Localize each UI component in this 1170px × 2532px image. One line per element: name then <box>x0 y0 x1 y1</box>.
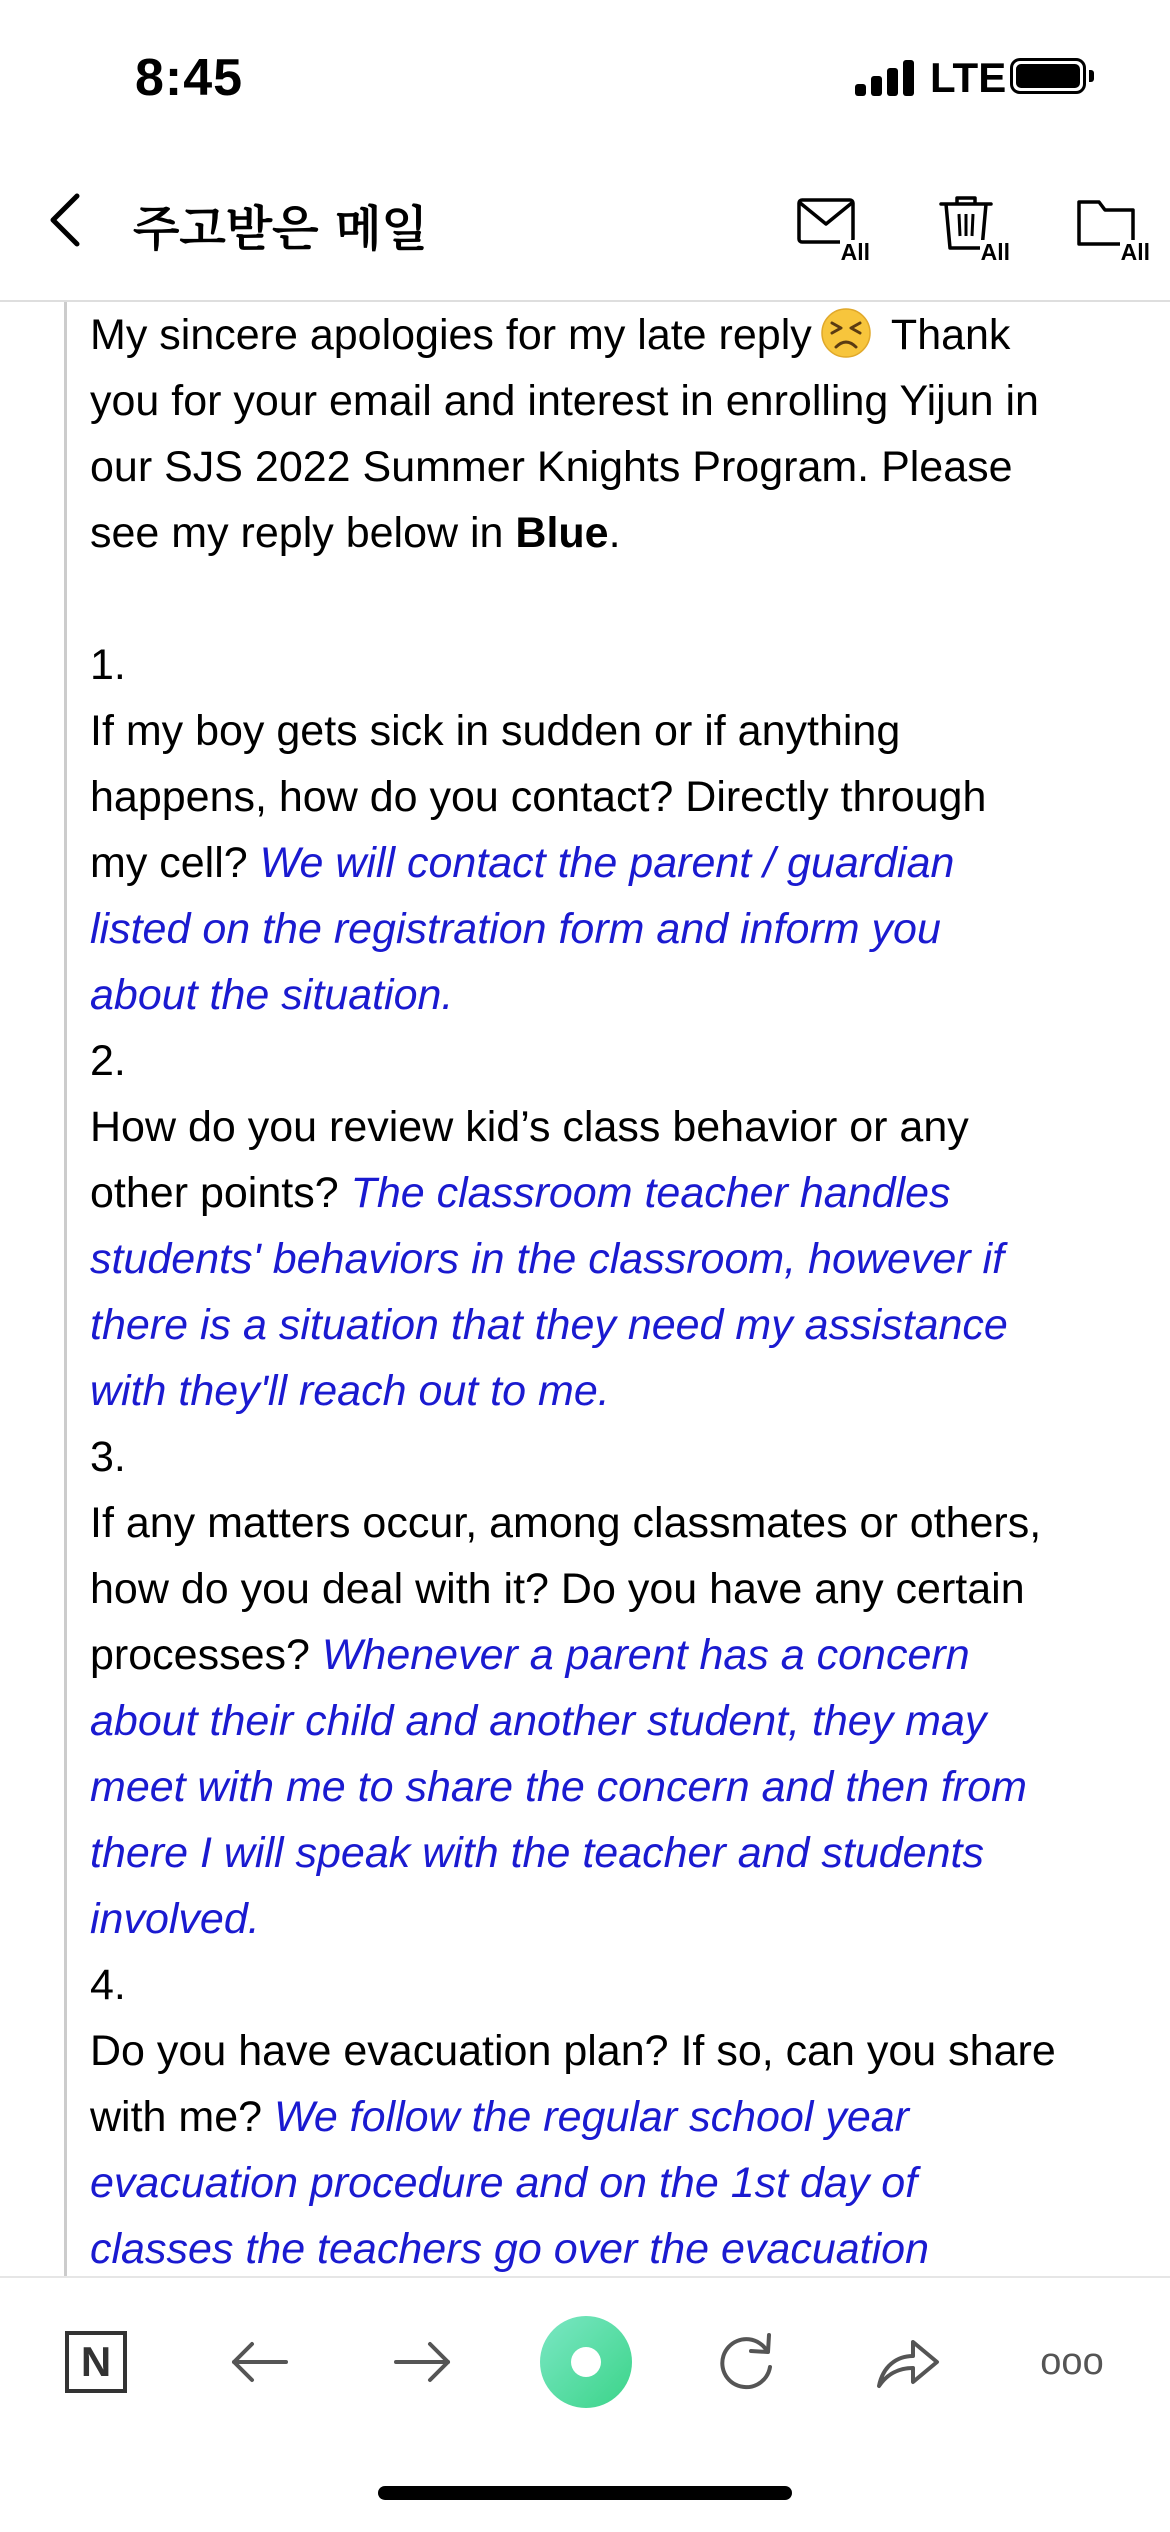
refresh-icon <box>711 2327 781 2397</box>
folder-all-button[interactable] <box>1075 192 1150 265</box>
question-line: happens, how do you contact? Directly through <box>90 773 987 821</box>
chevron-left-icon <box>45 190 85 250</box>
folder-all-label: All <box>1120 239 1150 265</box>
question-number: 3. <box>90 1433 126 1481</box>
intro-line-3: our SJS 2022 Summer Knights Program. Please <box>90 443 1013 491</box>
answer-text: We follow the regular school year <box>274 2093 909 2141</box>
question-answer-line: other points? The classroom teacher handles <box>90 1169 951 1217</box>
trash-all-label: All <box>980 239 1010 265</box>
intro-line-2: you for your email and interest in enrolling Yijun in <box>90 377 1039 425</box>
share-arrow-icon <box>873 2332 943 2392</box>
green-dot-button[interactable] <box>540 2316 632 2408</box>
page-title: 주고받은 메일 <box>133 201 428 257</box>
answer-text: We will contact the parent / guardian <box>259 839 955 887</box>
question-line: How do you review kid’s class behavior or any <box>90 1103 969 1151</box>
naver-home-button[interactable] <box>56 2322 136 2402</box>
answer-line: with they'll reach out to me. <box>90 1367 610 1415</box>
answer-line: there is a situation that they need my assistance <box>90 1301 1008 1349</box>
answer-line: students' behaviors in the classroom, however if <box>90 1235 1005 1283</box>
answer-line: about the situation. <box>90 971 454 1019</box>
mail-all-label: All <box>840 239 870 265</box>
answer-line: about their child and another student, they may <box>90 1697 987 1745</box>
more-dots-icon: ooo <box>1040 2340 1104 2383</box>
home-indicator <box>378 2486 792 2500</box>
answer-line: meet with me to share the concern and then from <box>90 1763 1027 1811</box>
answer-text: The classroom teacher handles <box>350 1169 951 1217</box>
status-time: 8:45 <box>135 49 244 107</box>
question-line: Do you have evacuation plan? If so, can you share <box>90 2027 1056 2075</box>
quote-bar <box>64 302 67 2276</box>
more-button[interactable] <box>1032 2322 1112 2402</box>
question-number: 4. <box>90 1961 126 2009</box>
persevering-face-emoji-icon <box>820 307 872 359</box>
back-arrow-button[interactable] <box>220 2322 300 2402</box>
question-answer-line: my cell? We will contact the parent / guardian <box>90 839 955 887</box>
forward-arrow-button[interactable] <box>382 2322 462 2402</box>
answer-line: evacuation procedure and on the 1st day of <box>90 2159 918 2207</box>
intro-line-4: see my reply below in Blue. <box>90 509 621 557</box>
dot-icon <box>571 2347 601 2377</box>
signal-strength-icon <box>855 60 917 96</box>
battery-icon <box>1010 58 1086 94</box>
answer-line: involved. <box>90 1895 260 1943</box>
answer-line: classes the teachers go over the evacuation <box>90 2225 930 2273</box>
arrow-right-icon <box>390 2337 454 2387</box>
question-number: 1. <box>90 641 126 689</box>
status-bar <box>0 0 1170 150</box>
naver-n-icon: N <box>65 2331 127 2393</box>
answer-line: there I will speak with the teacher and students <box>90 1829 984 1877</box>
question-line: how do you deal with it? Do you have any certain <box>90 1565 1025 1613</box>
blank-line <box>90 566 1130 632</box>
share-button[interactable] <box>868 2322 948 2402</box>
question-answer-line: processes? Whenever a parent has a concern <box>90 1631 970 1679</box>
question-answer-line: with me? We follow the regular school year <box>90 2093 909 2141</box>
back-button[interactable] <box>30 180 100 260</box>
question-line: If my boy gets sick in sudden or if anything <box>90 707 901 755</box>
question-number: 2. <box>90 1037 126 1085</box>
refresh-button[interactable] <box>706 2322 786 2402</box>
question-line: If any matters occur, among classmates or others, <box>90 1499 1042 1547</box>
mail-all-button[interactable] <box>795 192 870 265</box>
trash-all-button[interactable] <box>935 192 1010 265</box>
email-body[interactable] <box>0 302 1170 2276</box>
answer-line: listed on the registration form and inform you <box>90 905 941 953</box>
intro-line-1: My sincere apologies for my late reply Thank <box>90 302 1130 368</box>
battery-tip <box>1089 70 1094 82</box>
answer-text: Whenever a parent has a concern <box>321 1631 970 1679</box>
arrow-left-icon <box>228 2337 292 2387</box>
email-text <box>90 302 1130 2276</box>
nav-header <box>0 150 1170 302</box>
network-type: LTE <box>930 54 1007 101</box>
